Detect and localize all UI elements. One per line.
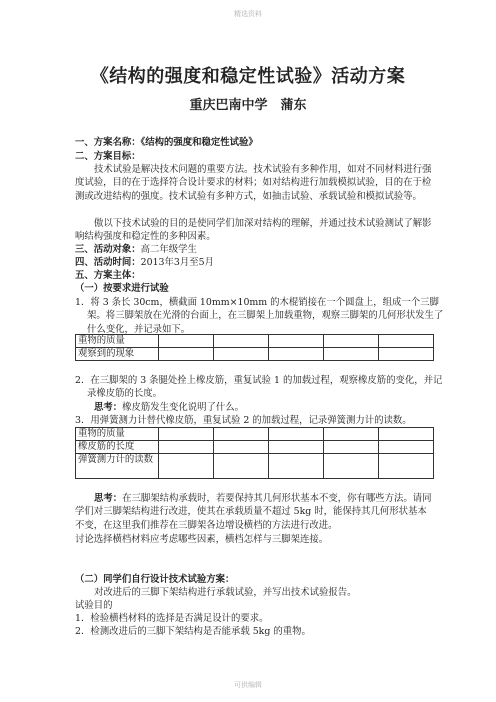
author-line: 重庆巴南中学 蒲东 — [189, 98, 307, 113]
table-row — [76, 428, 434, 441]
table-cell — [214, 348, 269, 361]
think-2 — [75, 492, 434, 532]
table-step-3 — [75, 427, 434, 479]
table-row — [76, 348, 434, 361]
think-2-label: 思考： — [94, 493, 123, 504]
section-audience — [75, 243, 434, 256]
table-row-header: 橡皮筋的长度 — [76, 441, 159, 454]
table-cell — [159, 335, 214, 348]
table-cell — [214, 441, 269, 454]
table-cell — [214, 428, 269, 441]
goal-paragraph-2: 傲以下技术试验的目的是使同学们加深对结构的理解，并通过技术试验测试了解影响结构强度和稳定性的多种因素。 — [75, 218, 432, 243]
table-cell — [159, 428, 214, 441]
section-name: 一、方案名称：《结构的强度和稳定性试验》 — [75, 137, 258, 148]
think-1 — [75, 401, 453, 414]
table-cell — [214, 454, 269, 479]
part-two-heading: （二）同学们自行设计技术试验方案： — [75, 574, 235, 585]
step-1: 1．将 3 条长 30cm，横截面 10mm×10mm 的木棍销接在一个圆盘上，组成一个三脚架。将三脚架放在光滑的台面上，在三脚架上加载重物，观察三脚架的几何形状发生了什么变化，并记录如下。 — [75, 297, 444, 335]
audience-label: 三、活动对象： — [75, 244, 141, 255]
table-row — [76, 335, 434, 348]
table-cell — [269, 335, 324, 348]
table-row — [76, 441, 434, 454]
purpose-label: 试验目的 — [75, 600, 113, 611]
table-cell — [324, 454, 379, 479]
table-row-header: 弹簧测力计的读数 — [76, 454, 159, 479]
section-body: 五、方案主体： — [75, 270, 141, 281]
purpose-1: 1．检验横档材料的选择是否满足设计的要求。 — [75, 613, 269, 624]
think-1-text: 橡皮筋发生变化说明了什么。 — [122, 402, 245, 413]
table-cell — [269, 441, 324, 454]
think-2-text: 在三脚架结构承载时，若要保持其几何形状基本不变，你有哪些方法。请同学们对三脚架结构进行改进，使其在承载质量不超过 5kg 时，能保持其几何形状基本不变，在这里我们推荐在三脚架各边增设横档的方法进行改进。 — [75, 493, 432, 531]
table-cell — [324, 348, 379, 361]
section-goal: 二、方案目标： — [75, 151, 141, 162]
table-cell — [324, 335, 379, 348]
table-cell — [324, 428, 379, 441]
discussion: 讨论选择横档材料应考虑哪些因素，横档怎样与三脚架连接。 — [75, 534, 329, 545]
footer-watermark: 可供编辑 — [234, 681, 262, 689]
audience-value: 高二年级学生 — [140, 244, 197, 255]
section-time — [75, 256, 434, 269]
table-row-header: 重物的质量 — [76, 428, 159, 441]
table-cell — [269, 454, 324, 479]
part-two-description: 对改进后的三脚下架结构进行承载试验，并写出技术试验报告。 — [94, 587, 357, 598]
table-cell — [324, 441, 379, 454]
header-watermark: 精选资料 — [234, 10, 262, 18]
table-cell — [159, 348, 214, 361]
table-cell — [159, 454, 214, 479]
table-row-header: 观察到的现象 — [76, 348, 159, 361]
table-cell — [214, 335, 269, 348]
goal-paragraph-1: 技术试验是解决技术问题的重要方法。技术试验有多种作用，如对不同材料进行强度试验，目的在于选择符合设计要求的材料；如对结构进行加载模拟试验，目的在于检测或改进结构的强度。技术试验有多种方式，如抽击试验、承载试验和模拟试验等。 — [75, 164, 432, 202]
step-2: 2．在三脚架的 3 条腿处拴上橡皮筋，重复试验 1 的加载过程，观察橡皮筋的变化，并记录橡皮筋的长度。 — [75, 375, 443, 400]
purpose-2: 2．检测改进后的三脚下架结构是否能承载 5kg 的重物。 — [75, 626, 311, 637]
step-3: 3．用弹簧测力计替代橡皮筋，重复试验 2 的加载过程，记录弹簧测力计的读数。 — [75, 415, 412, 426]
table-cell — [159, 441, 214, 454]
table-cell — [269, 348, 324, 361]
time-value: 2013年3月至5月 — [140, 257, 214, 268]
page-title: 《结构的强度和稳定性试验》活动方案 — [90, 66, 406, 87]
part-one-heading: （一）按要求进行试验 — [75, 283, 169, 294]
table-row — [76, 454, 434, 479]
table-cell — [379, 428, 434, 441]
table-row-header: 重物的质量 — [76, 335, 159, 348]
table-cell — [379, 441, 434, 454]
think-1-label: 思考： — [94, 402, 123, 413]
time-label: 四、活动时间： — [75, 257, 141, 268]
table-cell — [269, 428, 324, 441]
table-cell — [379, 454, 434, 479]
table-cell — [379, 348, 434, 361]
table-step-1 — [75, 334, 434, 361]
table-cell — [379, 335, 434, 348]
